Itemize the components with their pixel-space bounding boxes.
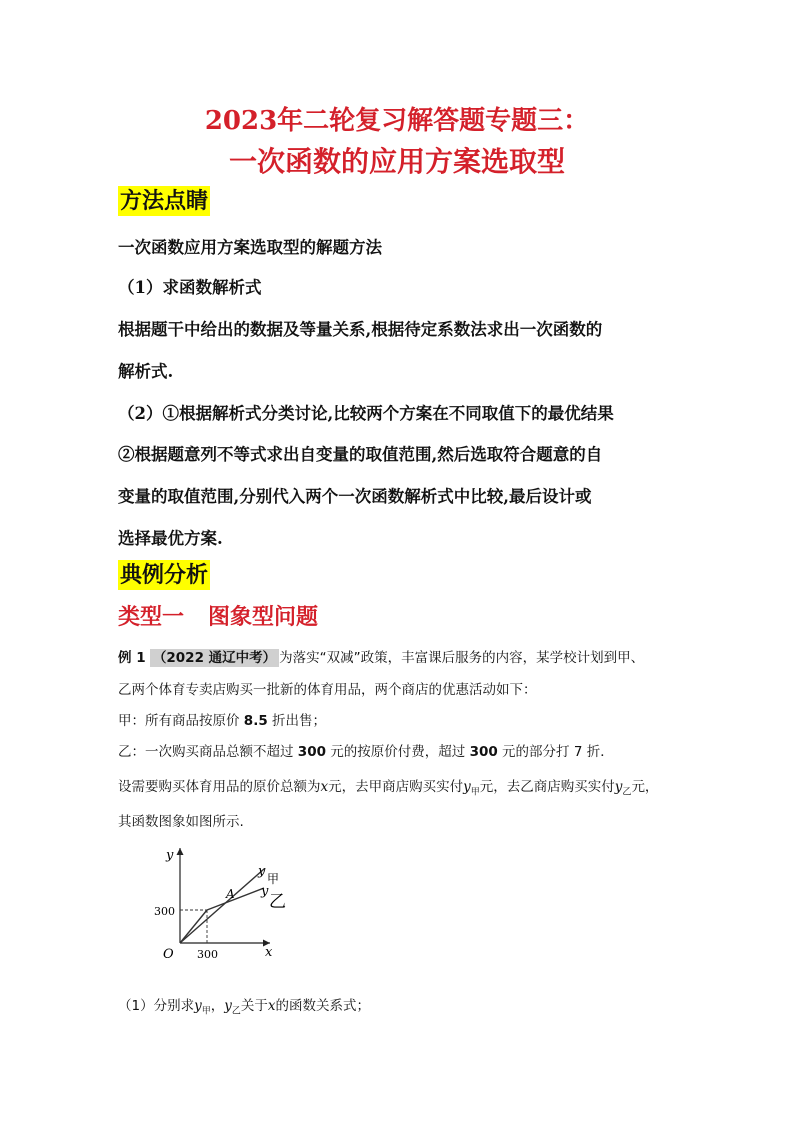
step1-title: （1）求函数解析式 [118,278,262,297]
example-line-4 [118,740,614,760]
line-yi-part2 [207,888,264,910]
section-heading-examples: 典例分析 [120,562,209,588]
line-yi-part1 [180,910,207,943]
y-axis-label: y [166,848,174,863]
function-graph [140,838,310,968]
subscript: 乙 [622,787,632,798]
variable-y: y [224,998,232,1014]
point-a-label: A [226,887,235,901]
example-line-3 [118,709,326,729]
section-heading-method: 方法点睛 [120,188,209,214]
y-tick-300: 300 [154,905,175,918]
variable-y: y [463,779,471,795]
question-1 [118,994,370,1017]
subscript: 甲 [470,787,480,798]
text-run: 甲：所有商品按原价 [118,713,244,729]
example-line-2: 乙两个体育专卖店购买一批新的体育用品，两个商店的优惠活动如下： [118,682,537,698]
text-run: 设需要购买体育用品的原价总额为 [118,779,321,795]
subscript: 甲 [201,1006,211,1017]
example-line-5 [118,775,658,798]
example-line-6: 其函数图象如图所示. [118,814,244,830]
type-name: 图象型问题 [208,604,319,630]
title-line-2: 一次函数的应用方案选取型 [228,145,565,178]
step2-text-2: ②根据题意列不等式求出自变量的取值范围,然后选取符合题意的自 [118,445,603,464]
step1-text-2: 解析式. [118,362,174,381]
text-run: 关于 [240,998,268,1014]
x-axis-label: x [265,945,273,960]
step2-text-4: 选择最优方案. [118,529,223,548]
subscript: 乙 [231,1006,241,1017]
line-yi-y: y [261,884,269,899]
text-run: 的函数关系式； [275,998,371,1014]
line-jia [180,869,264,943]
step2-text-1: （2）①根据解析式分类讨论,比较两个方案在不同取值下的最优结果 [118,404,614,423]
line-yi-sub: 乙 [269,892,286,912]
text-run: 元， [631,779,659,795]
text-run: 折出售； [267,713,327,729]
step1-text-1: 根据题干中给出的数据及等量关系,根据待定系数法求出一次函数的 [118,320,603,339]
x-tick-300: 300 [197,948,218,961]
threshold-value: 300 [297,744,326,760]
text-run: 元，去甲商店购买实付 [328,779,464,795]
variable-y: y [614,779,623,795]
text-run: 元，去乙商店购买实付 [479,779,615,795]
title-line-1: 2023年二轮复习解答题专题三： [204,106,590,136]
line-jia-y: y [258,864,266,879]
example-line-1 [118,646,644,666]
example-label: 例 1 [118,650,146,666]
discount-value: 8.5 [243,713,268,729]
variable-x: x [267,998,276,1014]
text-run: 元的部分打 7 折． [497,744,614,760]
threshold-value: 300 [469,744,498,760]
text-run: ， [210,998,225,1014]
type-heading [118,600,318,631]
variable-x: x [320,779,329,795]
method-intro: 一次函数应用方案选取型的解题方法 [118,238,382,257]
example-text-1: 为落实“双减”政策，丰富课后服务的内容，某学校计划到甲、 [279,650,645,666]
origin-label: O [163,947,174,962]
step2-text-3: 变量的取值范围,分别代入两个一次函数解析式中比较,最后设计或 [118,487,592,506]
line-jia-sub: 甲 [267,872,280,886]
type-label: 类型一 [118,604,185,630]
text-run: （1）分别求 [118,998,195,1014]
variable-y: y [194,998,202,1014]
example-source-badge: （2022 通辽中考） [150,649,279,667]
text-run: 乙：一次购买商品总额不超过 [118,744,298,760]
text-run: 元的按原价付费，超过 [325,744,470,760]
